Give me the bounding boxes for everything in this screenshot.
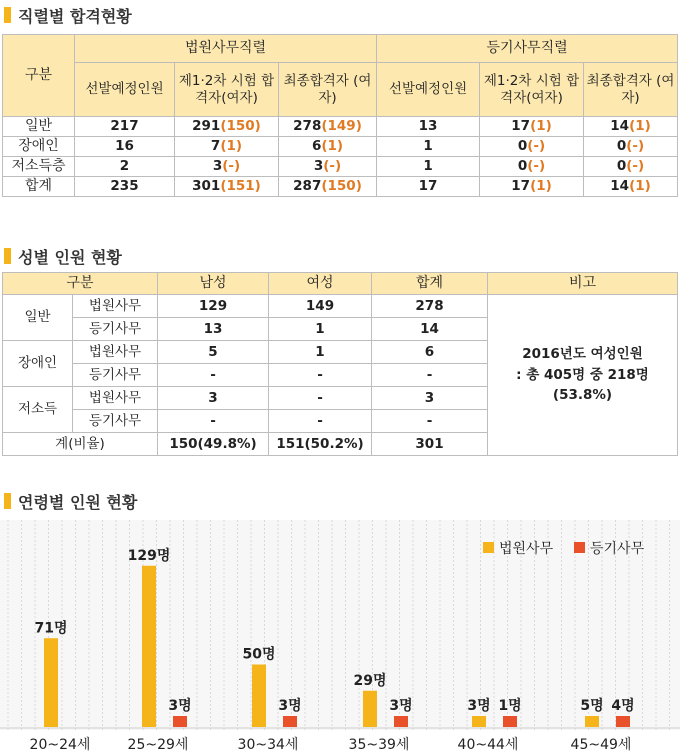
row-label: 장애인 [3, 137, 75, 157]
header-note: 비고 [488, 273, 678, 295]
cell-value: 0 [517, 138, 528, 155]
table-cell [584, 117, 678, 137]
table-cell [75, 117, 175, 137]
cell-value: 235 [110, 178, 139, 195]
cell-male: 129 [158, 295, 269, 318]
age-bar-chart [0, 520, 680, 754]
table-cell [377, 117, 480, 137]
cell-value: 14 [610, 178, 630, 195]
cell-female-value: (1) [629, 178, 651, 195]
title-bullet [4, 248, 11, 264]
cell-female-value: (-) [527, 138, 546, 155]
bar-court-4 [472, 716, 486, 727]
cell-value: 3 [212, 158, 223, 175]
cell-value: 13 [418, 118, 438, 135]
table-row [3, 295, 678, 318]
cell-value: 14 [610, 118, 630, 135]
gender-table [2, 272, 678, 456]
cell-male: 3 [158, 387, 269, 410]
table-cell [377, 157, 480, 177]
cell-female-value: (-) [222, 158, 241, 175]
total-male: 150(49.8%) [158, 433, 269, 456]
cell-value: 16 [115, 138, 134, 155]
cell-female-value: (-) [527, 158, 546, 175]
cell-value: 0 [616, 158, 627, 175]
note-line: 2016년도 여성인원 [522, 345, 643, 362]
cell-value: 17 [511, 178, 531, 195]
table-cell [75, 177, 175, 197]
cell-value: 1 [423, 138, 433, 155]
cell-female: 1 [269, 318, 372, 341]
cell-female-value: (149) [321, 118, 362, 135]
cell-female-value: (-) [626, 138, 645, 155]
bar-registry-5 [616, 716, 630, 727]
section2-title-text: 성별 인원 현황 [18, 247, 122, 267]
sub-label: 등기사무 [73, 318, 158, 341]
table-row [3, 117, 678, 137]
section2-title [4, 244, 122, 268]
table-cell [584, 137, 678, 157]
table-cell [175, 157, 279, 177]
bar-court-1 [142, 566, 156, 727]
table-cell [377, 137, 480, 157]
cell-value: 17 [511, 118, 531, 135]
x-tick-label: 30~34세 [237, 737, 299, 753]
table-cell [480, 117, 584, 137]
group-label: 저소득 [3, 387, 73, 433]
header-registry-selected: 선발예정인원 [377, 63, 480, 117]
note-line: : 총 405명 중 218명 [516, 366, 649, 383]
table-cell [480, 137, 584, 157]
header-court: 법원사무직렬 [75, 35, 377, 63]
cell-female-value: (150) [321, 178, 362, 195]
title-bullet [4, 7, 11, 23]
cell-female-value: (1) [629, 118, 651, 135]
header-male: 남성 [158, 273, 269, 295]
cell-female: 1 [269, 341, 372, 364]
header-registry-final: 최종합격자 (여자) [584, 63, 678, 117]
row-label: 일반 [3, 117, 75, 137]
cell-female-value: (1) [530, 178, 552, 195]
title-bullet [4, 493, 11, 509]
table-cell [175, 177, 279, 197]
table-cell [75, 157, 175, 177]
table-cell [279, 117, 377, 137]
cell-total: 278 [372, 295, 488, 318]
cell-value: 7 [210, 138, 221, 155]
header-registry: 등기사무직렬 [377, 35, 678, 63]
cell-value: 301 [192, 178, 221, 195]
header-court-selected: 선발예정인원 [75, 63, 175, 117]
cell-value: 17 [418, 178, 438, 195]
cell-total: 14 [372, 318, 488, 341]
data-label: 50명 [242, 646, 276, 663]
cell-female-value: (-) [323, 158, 342, 175]
cell-value: 291 [192, 118, 221, 135]
data-label: 1명 [498, 698, 522, 714]
x-tick-label: 40~44세 [457, 737, 519, 753]
table-cell [584, 177, 678, 197]
total-total: 301 [372, 433, 488, 456]
bar-registry-1 [173, 716, 187, 727]
data-label: 71명 [34, 620, 68, 637]
table-row [3, 157, 678, 177]
header-total: 합계 [372, 273, 488, 295]
table-cell [175, 137, 279, 157]
bar-court-2 [252, 665, 266, 728]
cell-female-value: (-) [626, 158, 645, 175]
total-label: 계(비율) [3, 433, 158, 456]
header-court-final: 최종합격자 (여자) [279, 63, 377, 117]
legend-swatch [483, 542, 494, 553]
table-cell [75, 137, 175, 157]
table-cell [279, 177, 377, 197]
cell-male: - [158, 364, 269, 387]
data-label: 3명 [467, 698, 491, 714]
data-label: 3명 [278, 698, 302, 714]
row-label: 합계 [3, 177, 75, 197]
sub-label: 법원사무 [73, 295, 158, 318]
bar-court-3 [363, 691, 377, 727]
sub-label: 법원사무 [73, 341, 158, 364]
data-label: 4명 [611, 698, 635, 714]
cell-value: 287 [293, 178, 322, 195]
bar-registry-2 [283, 716, 297, 727]
cell-male: - [158, 410, 269, 433]
cell-value: 1 [423, 158, 433, 175]
table-row [3, 177, 678, 197]
note-line: (53.8%) [552, 387, 613, 404]
cell-total: 6 [372, 341, 488, 364]
section3-title [4, 489, 137, 513]
sub-label: 등기사무 [73, 410, 158, 433]
cell-male: 5 [158, 341, 269, 364]
cell-female-value: (150) [220, 118, 261, 135]
sub-label: 등기사무 [73, 364, 158, 387]
cell-total: - [372, 364, 488, 387]
x-tick-label: 20~24세 [29, 737, 91, 753]
total-female: 151(50.2%) [269, 433, 372, 456]
legend-label: 법원사무 [499, 541, 554, 557]
cell-female: - [269, 364, 372, 387]
legend-label: 등기사무 [590, 541, 645, 557]
table-cell [279, 157, 377, 177]
table-cell [480, 177, 584, 197]
cell-total: 3 [372, 387, 488, 410]
cell-value: 6 [311, 138, 322, 155]
table-cell [480, 157, 584, 177]
cell-female: - [269, 410, 372, 433]
cell-total: - [372, 410, 488, 433]
bar-court-0 [44, 638, 58, 727]
x-tick-label: 45~49세 [570, 737, 632, 753]
header-registry-exam: 제1·2차 시험 합격자(여자) [480, 63, 584, 117]
x-tick-label: 25~29세 [127, 737, 189, 753]
bar-court-5 [585, 716, 599, 727]
cell-female: 149 [269, 295, 372, 318]
cell-value: 2 [119, 158, 130, 175]
group-label: 장애인 [3, 341, 73, 387]
table-cell [175, 117, 279, 137]
cell-value: 3 [313, 158, 324, 175]
section1-title [4, 3, 132, 27]
cell-value: 0 [517, 158, 528, 175]
table-cell [377, 177, 480, 197]
note-cell [488, 295, 678, 456]
section1-title-text: 직렬별 합격현황 [18, 6, 132, 26]
cell-female-value: (151) [220, 178, 261, 195]
bar-registry-3 [394, 716, 408, 727]
group-label: 일반 [3, 295, 73, 341]
cell-female-value: (1) [220, 138, 243, 155]
data-label: 5명 [580, 698, 604, 714]
cell-female-value: (1) [530, 118, 552, 135]
cell-value: 217 [110, 118, 139, 135]
cell-value: 278 [293, 118, 322, 135]
cell-female: - [269, 387, 372, 410]
cell-male: 13 [158, 318, 269, 341]
data-label: 129명 [127, 547, 171, 564]
row-label: 저소득층 [3, 157, 75, 177]
x-tick-label: 35~39세 [348, 737, 410, 753]
pass-status-table [2, 34, 678, 197]
data-label: 3명 [389, 698, 413, 714]
table-row [3, 137, 678, 157]
header-category: 구분 [3, 273, 158, 295]
header-category: 구분 [3, 35, 75, 117]
header-female: 여성 [269, 273, 372, 295]
cell-value: 0 [616, 138, 627, 155]
bar-registry-4 [503, 716, 517, 727]
cell-female-value: (1) [321, 138, 344, 155]
header-court-exam: 제1·2차 시험 합격자(여자) [175, 63, 279, 117]
data-label: 3명 [168, 698, 192, 714]
table-cell [279, 137, 377, 157]
section3-title-text: 연령별 인원 현황 [18, 492, 138, 512]
legend-swatch [574, 542, 585, 553]
table-cell [584, 157, 678, 177]
sub-label: 법원사무 [73, 387, 158, 410]
data-label: 29명 [353, 672, 387, 689]
